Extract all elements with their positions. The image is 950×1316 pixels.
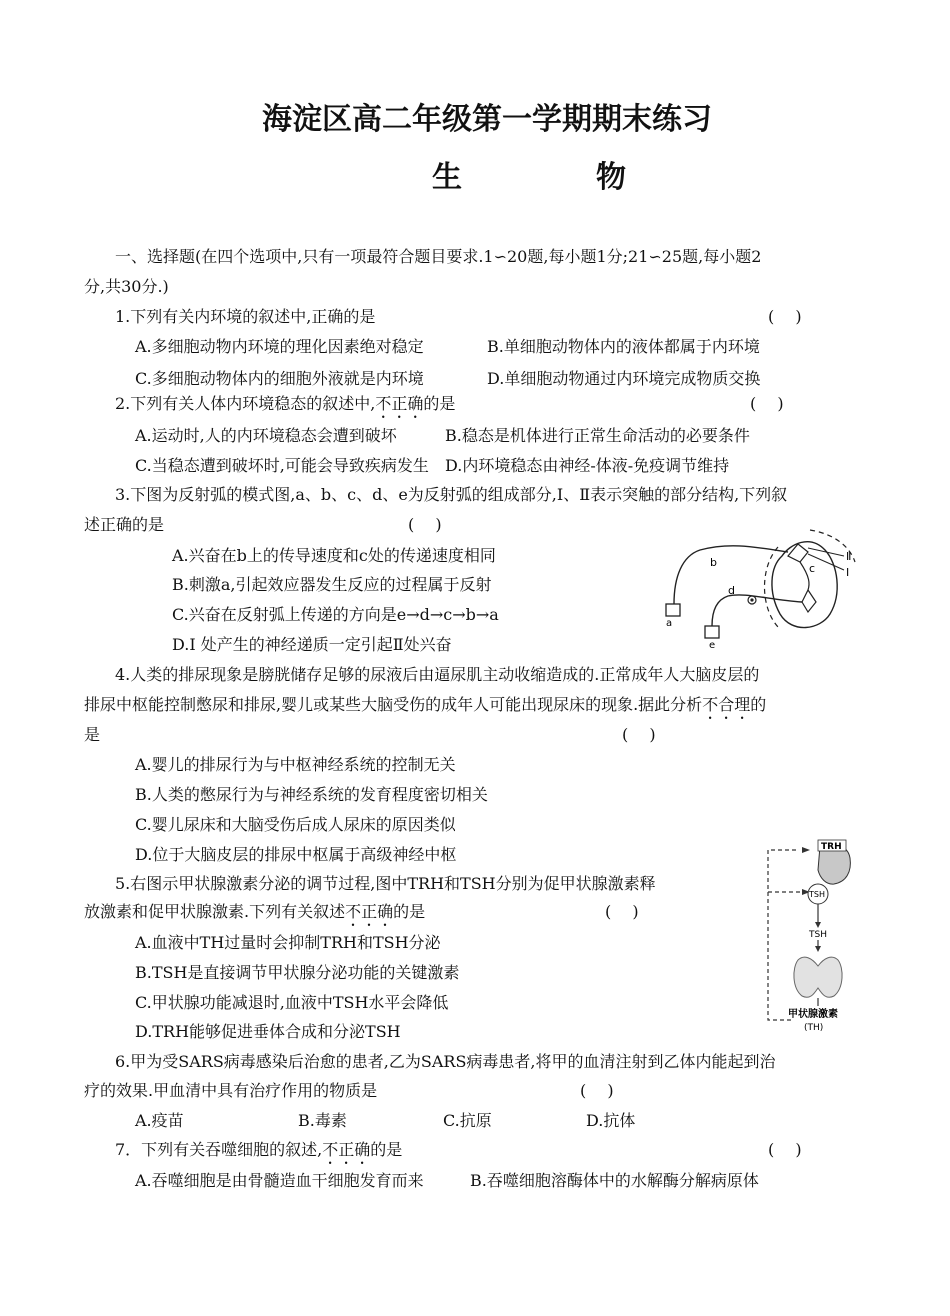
- q7-stem-pre: 7．下列有关吞噬细胞的叙述,: [115, 1140, 323, 1159]
- q4-stem-line2-post: 的: [750, 695, 767, 714]
- q3-option-d: D.Ⅰ 处产生的神经递质一定引起Ⅱ处兴奋: [172, 635, 452, 654]
- q3-answer-blank[interactable]: ( ): [408, 515, 442, 534]
- feedback-line-long: [768, 850, 796, 1020]
- q5-stem-emphasis: 不正确: [345, 902, 394, 921]
- q1-option-d: D.单细胞动物通过内环境完成物质交换: [487, 369, 761, 388]
- q2-option-d: D.内环境稳态由神经-体液-免疫调节维持: [445, 456, 730, 475]
- efferent-fiber-d: [712, 595, 802, 626]
- q6-answer-blank[interactable]: ( ): [580, 1081, 614, 1100]
- thyroid-hormone-label: 甲状腺激素: [788, 1009, 838, 1020]
- q7-option-b: B.吞噬细胞溶酶体中的水解酶分解病原体: [470, 1171, 759, 1190]
- tsh-label: TSH: [809, 930, 827, 940]
- effector-e-box: [705, 626, 719, 638]
- q3-stem-line2: 述正确的是: [84, 515, 165, 534]
- trh-label: TRH: [821, 842, 842, 852]
- q2-option-b: B.稳态是机体进行正常生命活动的必要条件: [445, 426, 750, 445]
- arrowhead-to-hypothalamus: [802, 847, 810, 853]
- q5-option-c: C.甲状腺功能减退时,血液中TSH水平会降低: [135, 993, 449, 1012]
- reflex-arc-figure: [660, 522, 860, 652]
- label-a: a: [666, 618, 673, 629]
- q2-stem-pre: 2.下列有关人体内环境稳态的叙述中,: [115, 394, 376, 413]
- q4-option-c: C.婴儿尿床和大脑受伤后成人尿床的原因类似: [135, 815, 456, 834]
- q2-answer-blank[interactable]: ( ): [750, 394, 784, 413]
- q7-answer-blank[interactable]: ( ): [768, 1140, 802, 1159]
- arrowhead-2: [815, 946, 821, 952]
- q3-option-b: B.刺激a,引起效应器发生反应的过程属于反射: [172, 575, 492, 594]
- q5-stem-line2-post: 的是: [393, 902, 426, 921]
- q4-option-b: B.人类的憋尿行为与神经系统的发育程度密切相关: [135, 785, 488, 804]
- q2-option-a: A.运动时,人的内环境稳态会遭到破坏: [135, 426, 397, 445]
- q5-stem-line2: [84, 901, 425, 930]
- q2-stem: [115, 393, 455, 422]
- q6-stem-line1: 6.甲为受SARS病毒感染后治愈的患者,乙为SARS病毒患者,将甲的血清注射到乙体内能起到治: [115, 1052, 776, 1071]
- q3-stem-line1: 3.下图为反射弧的模式图,a、b、c、d、e为反射弧的组成部分,Ⅰ、Ⅱ表示突触的部分结构,下列叙: [115, 485, 788, 504]
- section-instructions-line2: 分,共30分.): [84, 277, 169, 296]
- q4-stem-line2: [84, 694, 766, 723]
- q5-option-d: D.TRH能够促进垂体合成和分泌TSH: [135, 1022, 401, 1041]
- q2-stem-post: 的是: [423, 394, 456, 413]
- q5-option-b: B.TSH是直接调节甲状腺分泌功能的关键激素: [135, 963, 460, 982]
- q6-stem-line2: 疗的效果.甲血清中具有治疗作用的物质是: [84, 1081, 378, 1100]
- label-I: Ⅰ: [846, 566, 850, 579]
- q1-stem: 1.下列有关内环境的叙述中,正确的是: [115, 307, 376, 326]
- spinal-cord-dashed-left: [765, 547, 779, 627]
- q4-stem-emphasis: 不合理: [702, 695, 751, 714]
- q4-answer-blank[interactable]: ( ): [622, 725, 656, 744]
- q2-stem-emphasis: 不正确: [375, 394, 424, 413]
- label-e: e: [709, 640, 716, 651]
- q6-option-b: B.毒素: [298, 1111, 347, 1130]
- arrowhead-1: [815, 922, 821, 928]
- q1-option-b: B.单细胞动物体内的液体都属于内环境: [487, 337, 760, 356]
- q1-answer-blank[interactable]: ( ): [768, 307, 802, 326]
- label-d: d: [728, 584, 735, 597]
- q7-option-a: A.吞噬细胞是由骨髓造血干细胞发育而来: [135, 1171, 424, 1190]
- q5-stem-line1: 5.右图示甲状腺激素分泌的调节过程,图中TRH和TSH分别为促甲状腺激素释: [115, 874, 656, 893]
- q5-answer-blank[interactable]: ( ): [605, 902, 639, 921]
- q4-option-a: A.婴儿的排尿行为与中枢神经系统的控制无关: [135, 755, 456, 774]
- ganglion-dot: [750, 598, 753, 601]
- q4-option-d: D.位于大脑皮层的排尿中枢属于高级神经中枢: [135, 845, 457, 864]
- q3-option-a: A.兴奋在b上的传导速度和c处的传递速度相同: [172, 546, 496, 565]
- q6-option-c: C.抗原: [443, 1111, 492, 1130]
- q1-option-c: C.多细胞动物体内的细胞外液就是内环境: [135, 369, 424, 388]
- page-title: 海淀区高二年级第一学期期末练习: [262, 102, 712, 137]
- thyroid-gland-shape: [794, 957, 842, 997]
- thyroid-regulation-figure: [762, 838, 862, 1038]
- receptor-a-box: [666, 604, 680, 616]
- motor-neuron-body: [802, 590, 816, 612]
- q7-stem-emphasis: 不正确: [322, 1140, 371, 1159]
- subject-title: 生 物: [432, 160, 678, 195]
- q3-option-c: C.兴奋在反射弧上传递的方向是e→d→c→b→a: [172, 605, 499, 624]
- q4-stem-line3: 是: [84, 725, 101, 744]
- label-c: c: [809, 562, 816, 575]
- section-instructions-line1: 一、选择题(在四个选项中,只有一项最符合题目要求.1∽20题,每小题1分;21∽25题,每小题2: [115, 247, 762, 266]
- tsh-circle-label: TSH: [809, 890, 825, 899]
- connection-c: [800, 562, 809, 590]
- q4-stem-line1: 4.人类的排尿现象是膀胱储存足够的尿液后由逼尿肌主动收缩造成的.正常成年人大脑皮层的: [115, 665, 760, 684]
- q5-option-a: A.血液中TH过量时会抑制TRH和TSH分泌: [135, 933, 441, 952]
- q6-option-a: A.疫苗: [135, 1111, 184, 1130]
- q2-option-c: C.当稳态遭到破坏时,可能会导致疾病发生: [135, 456, 429, 475]
- q6-option-d: D.抗体: [586, 1111, 636, 1130]
- q7-stem-post: 的是: [370, 1140, 403, 1159]
- spinal-cord-outline: [772, 542, 837, 628]
- pointer-II: [808, 548, 844, 556]
- label-II: Ⅱ: [846, 550, 852, 563]
- q5-stem-line2-pre: 放激素和促甲状腺激素.下列有关叙述: [84, 902, 346, 921]
- q7-stem: [115, 1139, 402, 1168]
- label-b: b: [710, 556, 717, 569]
- th-label: (TH): [804, 1023, 824, 1033]
- q1-option-a: A.多细胞动物内环境的理化因素绝对稳定: [135, 337, 424, 356]
- q4-stem-line2-pre: 排尿中枢能控制憋尿和排尿,婴儿或某些大脑受伤的成年人可能出现尿床的现象.据此分析: [84, 695, 703, 714]
